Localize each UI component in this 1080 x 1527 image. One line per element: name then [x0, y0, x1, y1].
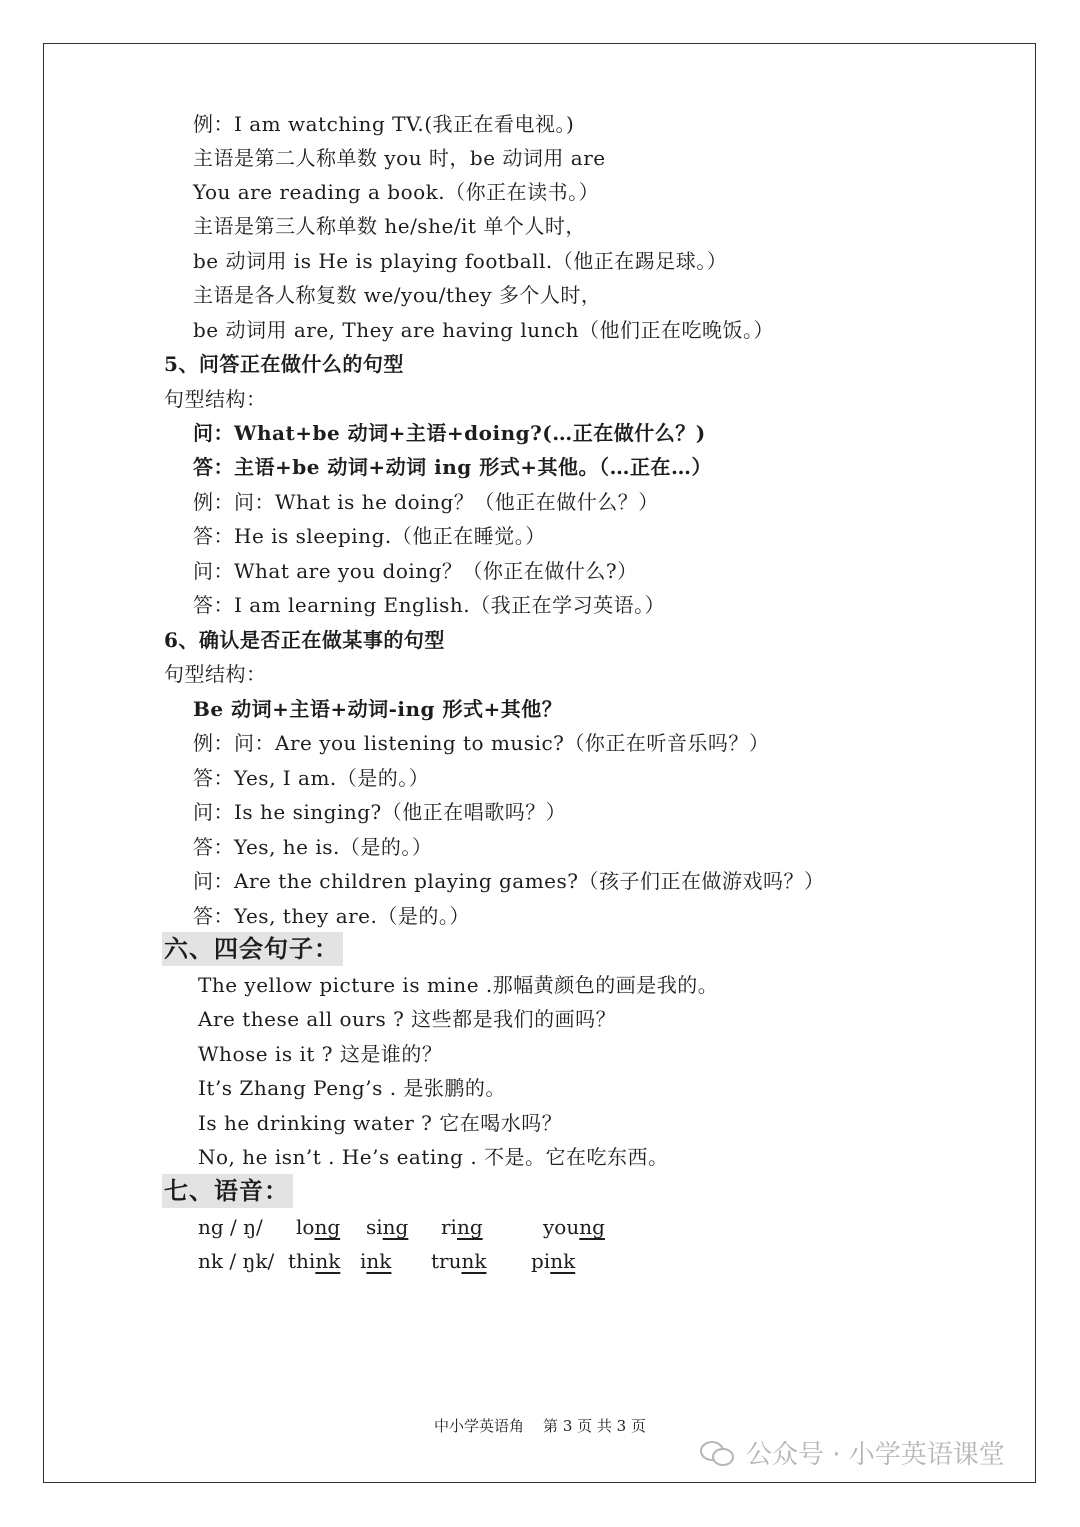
phonics-word: sing [366, 1215, 409, 1239]
example-line: 答：I am learning English.（我正在学习英语。） [193, 593, 666, 617]
phonics-word: trunk [431, 1249, 487, 1273]
sentence-line: The yellow picture is mine .那幅黄颜色的画是我的。 [198, 973, 719, 997]
text-line: 主语是第三人称单数 he/she/it 单个人时， [193, 214, 586, 238]
page-footer: 中小学英语角 第 3 页 共 3 页 [433, 1417, 646, 1435]
example-line: 答：He is sleeping.（他正在睡觉。） [193, 524, 546, 548]
sentence-line: It’s Zhang Peng’s . 是张鹏的。 [198, 1076, 506, 1100]
text-line: You are reading a book.（你正在读书。） [193, 180, 600, 204]
sentence-line: Are these all ours ? 这些都是我们的画吗？ [198, 1007, 617, 1031]
section-6-heading: 6、确认是否正在做某事的句型 [164, 628, 445, 652]
watermark [700, 1432, 1005, 1472]
phonics-word: young [543, 1215, 605, 1239]
text-line: be 动词用 are, They are having lunch（他们正在吃晚饭。） [193, 318, 775, 342]
sentence-line: Is he drinking water ? 它在喝水吗？ [198, 1111, 563, 1135]
example-line: 答：Yes, I am.（是的。） [193, 766, 430, 790]
structure-label: 句型结构： [164, 662, 267, 686]
question-pattern: 问：What+be 动词+主语+doing?(…正在做什么？) [193, 421, 706, 445]
example-line: 答：Yes, they are.（是的。） [193, 904, 470, 928]
phonics-word: long [296, 1215, 341, 1239]
phonics-word: ring [441, 1215, 483, 1239]
wechat-icon [700, 1439, 734, 1465]
phonics-sound: ng / ŋ/ [198, 1215, 263, 1239]
text-line: 例：I am watching TV.(我正在看电视。) [193, 112, 575, 136]
section-5-heading: 5、问答正在做什么的句型 [164, 352, 404, 376]
text-line: 主语是各人称复数 we/you/they 多个人时， [193, 283, 602, 307]
text-line: be 动词用 is He is playing football.（他正在踢足球。） [193, 249, 728, 273]
pattern-line: Be 动词+主语+动词-ing 形式+其他？ [193, 697, 563, 721]
part-7-title: 七、语音： [162, 1174, 293, 1208]
structure-label: 句型结构： [164, 387, 267, 411]
example-line: 例：问：What is he doing？（他正在做什么？） [193, 490, 659, 514]
example-line: 问：Is he singing?（他正在唱歌吗？） [193, 800, 567, 824]
example-line: 问：Are the children playing games?（孩子们正在做游戏吗？） [193, 869, 825, 893]
answer-pattern: 答：主语+be 动词+动词 ing 形式+其他。（…正在…） [193, 455, 712, 479]
part-6-title: 六、四会句子： [162, 932, 343, 966]
example-line: 答：Yes, he is.（是的。） [193, 835, 433, 859]
example-line: 例：问：Are you listening to music?（你正在听音乐吗？） [193, 731, 770, 755]
text-line: 主语是第二人称单数 you 时，be 动词用 are [193, 146, 606, 170]
example-line: 问：What are you doing？（你正在做什么?） [193, 559, 638, 583]
phonics-word: pink [531, 1249, 576, 1273]
watermark-text: 公众号 · 小学英语课堂 [746, 1439, 1005, 1470]
phonics-word: ink [360, 1249, 392, 1273]
sentence-line: No, he isn’t . He’s eating . 不是。它在吃东西。 [198, 1145, 669, 1169]
phonics-word: think [288, 1249, 341, 1273]
sentence-line: Whose is it ? 这是谁的？ [198, 1042, 443, 1066]
phonics-sound: nk / ŋk/ [198, 1249, 275, 1273]
